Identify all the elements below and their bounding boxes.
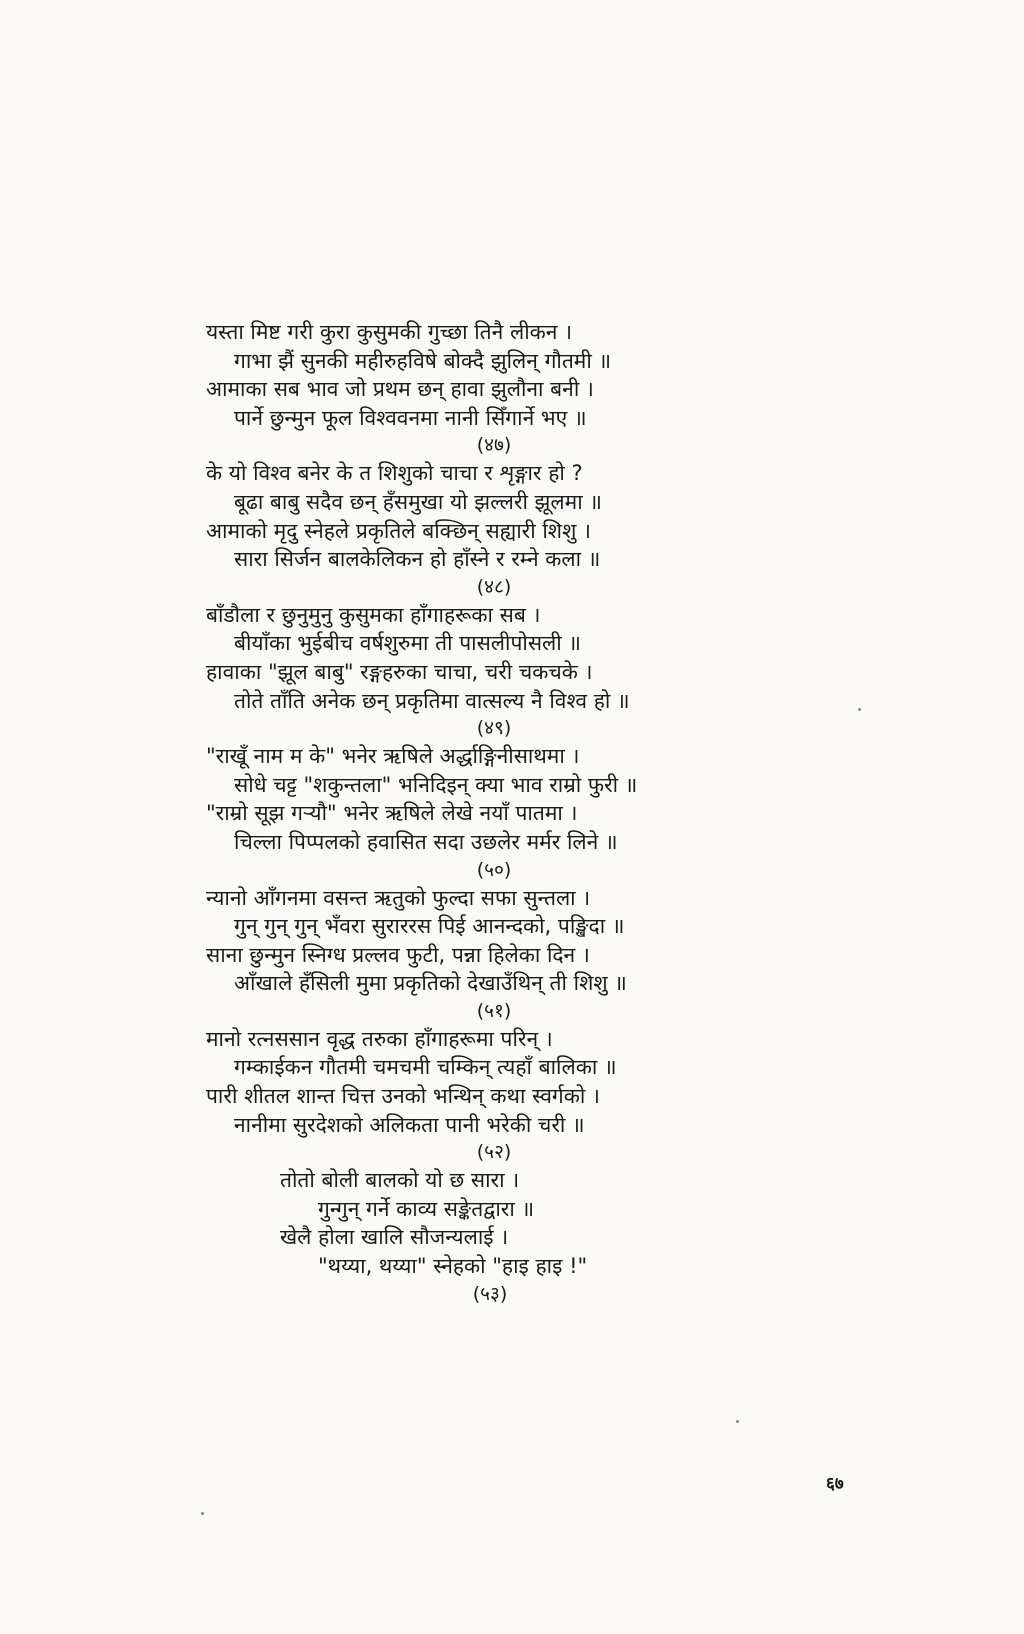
verse-line: यस्ता मिष्ट गरी कुरा कुसुमकी गुच्छा तिनै लीकन । <box>206 320 573 344</box>
verse-line: मानो रत्नससान वृद्ध तरुका हाँगाहरूमा परिन् । <box>206 1026 553 1051</box>
verse-line: गुन् गुन् गुन् भँवरा सुराररस पिई आनन्दको, पङ्खिदा ॥ <box>234 914 625 939</box>
verse-line: "राखूँ नाम म के" भनेर ऋषिले अर्द्धाङ्गिनीसाथमा । <box>206 744 580 769</box>
verse-line: बूढा बाबु सदैव छन् हँसमुखा यो झल्लरी झूलमा ॥ <box>234 489 602 514</box>
verse-line: सारा सिर्जन बालकेलिकन हो हाँस्ने र रम्ने कला ॥ <box>234 547 601 572</box>
verse-line: पार्ने छुन्मुन फूल विश्ववनमा नानी सिँगार्ने भए ॥ <box>234 405 587 430</box>
verse-number: (५०) <box>476 858 512 881</box>
verse-number: (५२) <box>476 1141 512 1164</box>
scan-speck <box>201 1512 204 1515</box>
verse-line: हावाका "झूल बाबु" रङ्गहरुका चाचा, चरी चकचके । <box>206 659 593 684</box>
stanza-48 <box>206 459 776 600</box>
verse-line: तोतो बोली बालको यो छ सारा । <box>280 1168 520 1193</box>
verse-number: (४७) <box>476 434 512 457</box>
stanza-52 <box>206 1025 776 1166</box>
verse-line: बाँडौला र छुनुमुनु कुसुमका हाँगाहरूका सब । <box>206 602 541 627</box>
stanza-49 <box>206 601 776 742</box>
verse-number: (४८) <box>476 575 512 598</box>
verse-line: न्यानो आँगनमा वसन्त ऋतुको फुल्दा सफा सुन्तला । <box>206 885 591 910</box>
scan-speck <box>858 708 861 711</box>
verse-line: बीयाँका भुईबीच वर्षशुरुमा ती पासलीपोसली ॥ <box>234 631 581 656</box>
verse-line: आमाको मृदु स्नेहले प्रकृतिले बक्छिन् सह्यारी शिशु । <box>206 518 591 543</box>
stanza-47 <box>206 318 776 459</box>
verse-line: खेलै होला खालि सौजन्यलाई । <box>280 1225 509 1250</box>
verse-line: गाभा झैं सुनकी महीरुहविषे बोक्दै झुलिन् गौतमी ॥ <box>234 348 612 373</box>
stanza-53 <box>280 1166 700 1307</box>
verse-line: गुन्गुन् गर्ने काव्य सङ्केतद्वारा ॥ <box>318 1196 535 1221</box>
verse-number: (४९) <box>476 717 512 740</box>
verse-number: (५१) <box>476 999 512 1022</box>
poem-body <box>206 318 776 1308</box>
verse-line: आँखाले हँसिली मुमा प्रकृतिको देखाउँथिन् ती शिशु ॥ <box>234 971 627 996</box>
verse-line: गम्काईकन गौतमी चमचमी चम्किन् त्यहाँ बालिका ॥ <box>234 1055 617 1080</box>
verse-line: तोते ताँति अनेक छन् प्रकृतिमा वात्सल्य नै विश्व हो ॥ <box>234 688 630 713</box>
verse-line: आमाका सब भाव जो प्रथम छन् हावा झुलौना बनी । <box>206 377 594 402</box>
verse-line: चिल्ला पिप्पलको हवासित सदा उछलेर मर्मर लिने ॥ <box>234 829 618 854</box>
verse-line: साना छुन्मुन स्निग्ध प्रल्लव फुटी, पन्ना हिलेका दिन । <box>206 942 590 967</box>
verse-line: "राम्रो सूझ गर्‍यौ" भनेर ऋषिले लेखे नयाँ पातमा । <box>206 801 578 826</box>
stanza-51 <box>206 884 776 1025</box>
scan-speck <box>736 1420 739 1423</box>
stanza-50 <box>206 742 776 883</box>
verse-line: "थय्या, थय्या" स्नेहको "हाइ हाइ !" <box>318 1254 588 1279</box>
verse-line: नानीमा सुरदेशको अलिकता पानी भरेकी चरी ॥ <box>234 1112 585 1137</box>
verse-line: के यो विश्व बनेर के त शिशुको चाचा र शृङ्गार हो ? <box>206 461 583 486</box>
page-number: ६७ <box>826 1474 844 1494</box>
verse-line: पारी शीतल शान्त चित्त उनको भन्थिन् कथा स्वर्गको । <box>206 1084 600 1109</box>
verse-number: (५३) <box>472 1282 508 1305</box>
verse-line: सोधे चट्ट "शकुन्तला" भनिदिइन् क्या भाव राम्रो फुरी ॥ <box>234 772 638 797</box>
